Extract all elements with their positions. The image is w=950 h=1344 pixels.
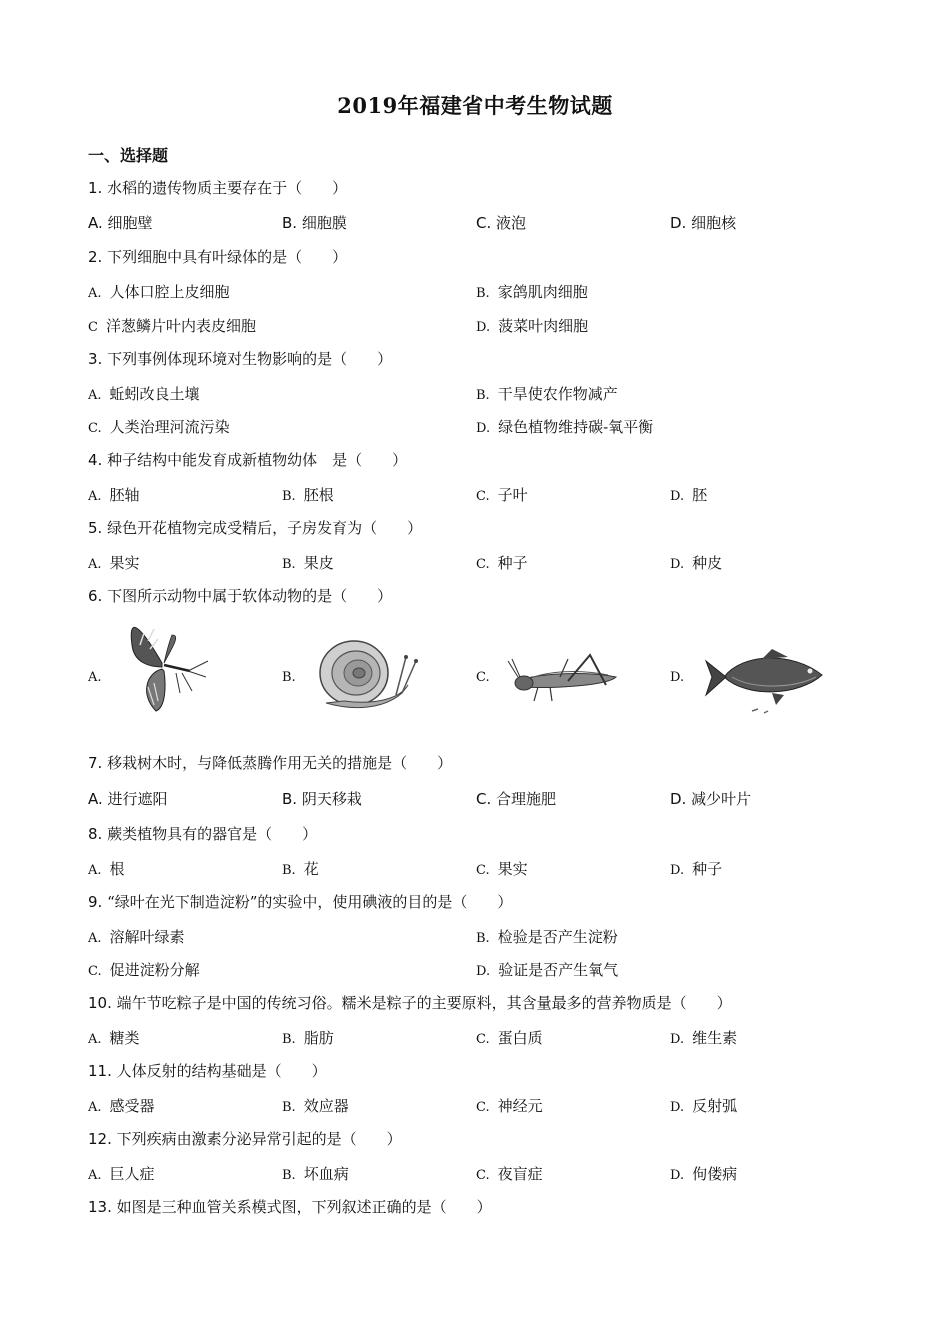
option-c[interactable]: C. 液泡 bbox=[476, 214, 527, 232]
option-a[interactable]: A. 溶解叶绿素 bbox=[88, 928, 185, 946]
question-13: 13. 如图是三种血管关系模式图，下列叙述正确的是（ ） bbox=[88, 1198, 492, 1216]
option-d[interactable]: D. 绿色植物维持碳-氧平衡 bbox=[476, 418, 654, 436]
option-b[interactable]: B. 脂肪 bbox=[282, 1029, 334, 1047]
option-c[interactable]: C. 神经元 bbox=[476, 1097, 543, 1115]
options-q6-images: A. B. C. D. bbox=[88, 615, 868, 725]
options-q9-row1 bbox=[88, 926, 868, 948]
options-q2-row1 bbox=[88, 281, 868, 303]
fish-image bbox=[692, 615, 832, 720]
option-c[interactable]: C. 促进淀粉分解 bbox=[88, 961, 200, 979]
option-c[interactable]: C. 种子 bbox=[476, 554, 528, 572]
options-q3-row2 bbox=[88, 416, 868, 438]
options-q11 bbox=[88, 1095, 868, 1117]
option-d[interactable]: D. 种子 bbox=[670, 860, 723, 878]
option-b[interactable]: B. 效应器 bbox=[282, 1097, 349, 1115]
options-q4 bbox=[88, 484, 868, 506]
option-b[interactable]: B. 果皮 bbox=[282, 554, 334, 572]
question-10: 10. 端午节吃粽子是中国的传统习俗。糯米是粽子的主要原料，其含量最多的营养物质是（ ） bbox=[88, 994, 732, 1012]
question-5: 5. 绿色开花植物完成受精后，子房发育为（ ） bbox=[88, 519, 423, 537]
question-12: 12. 下列疾病由激素分泌异常引起的是（ ） bbox=[88, 1130, 402, 1148]
option-c[interactable]: C. 人类治理河流污染 bbox=[88, 418, 230, 436]
option-d[interactable]: D. 菠菜叶肉细胞 bbox=[476, 317, 589, 335]
option-a[interactable]: A. 糖类 bbox=[88, 1029, 140, 1047]
page-title: 2019年福建省中考生物试题 bbox=[337, 93, 613, 118]
option-d[interactable]: D. 佝偻病 bbox=[670, 1165, 738, 1183]
option-d[interactable]: D. 减少叶片 bbox=[670, 790, 752, 808]
option-d[interactable]: D. 胚 bbox=[670, 486, 708, 504]
option-c[interactable]: C. 夜盲症 bbox=[476, 1165, 543, 1183]
butterfly-image bbox=[110, 615, 220, 720]
option-b[interactable]: B. 阴天移栽 bbox=[282, 790, 362, 808]
question-3: 3. 下列事例体现环境对生物影响的是（ ） bbox=[88, 350, 393, 368]
question-7: 7. 移栽树木时，与降低蒸腾作用无关的措施是（ ） bbox=[88, 754, 453, 772]
question-6: 6. 下图所示动物中属于软体动物的是（ ） bbox=[88, 587, 393, 605]
option-a[interactable]: A. 感受器 bbox=[88, 1097, 155, 1115]
question-9: 9. “绿叶在光下制造淀粉”的实验中，使用碘液的目的是（ ） bbox=[88, 893, 513, 911]
question-11: 11. 人体反射的结构基础是（ ） bbox=[88, 1062, 327, 1080]
options-q12 bbox=[88, 1163, 868, 1185]
section-heading: 一、选择题 bbox=[88, 146, 169, 165]
option-c[interactable]: C. 合理施肥 bbox=[476, 790, 557, 808]
option-b[interactable]: B. 家鸽肌肉细胞 bbox=[476, 283, 588, 301]
question-4: 4. 种子结构中能发育成新植物幼体 是（ ） bbox=[88, 451, 408, 469]
snail-image bbox=[304, 615, 424, 720]
question-2: 2. 下列细胞中具有叶绿体的是（ ） bbox=[88, 248, 348, 266]
option-b[interactable]: B. 花 bbox=[282, 860, 319, 878]
option-a[interactable]: A. 胚轴 bbox=[88, 486, 140, 504]
option-c[interactable]: C. 果实 bbox=[476, 860, 528, 878]
options-q8 bbox=[88, 858, 868, 880]
option-d[interactable]: D. 反射弧 bbox=[670, 1097, 738, 1115]
options-q10 bbox=[88, 1027, 868, 1049]
options-q5 bbox=[88, 552, 868, 574]
option-a[interactable]: A. 果实 bbox=[88, 554, 140, 572]
options-q3-row1 bbox=[88, 383, 868, 405]
question-8: 8. 蕨类植物具有的器官是（ ） bbox=[88, 825, 318, 843]
option-a[interactable]: A. 根 bbox=[88, 860, 125, 878]
option-b[interactable]: B. 坏血病 bbox=[282, 1165, 349, 1183]
option-a[interactable]: A. 人体口腔上皮细胞 bbox=[88, 283, 230, 301]
option-b[interactable]: B. 检验是否产生淀粉 bbox=[476, 928, 618, 946]
options-q2-row2 bbox=[88, 315, 868, 337]
question-1: 1. 水稻的遗传物质主要存在于（ ） bbox=[88, 179, 348, 197]
option-c[interactable]: C 洋葱鳞片叶内表皮细胞 bbox=[88, 317, 256, 335]
option-a[interactable]: A. 细胞壁 bbox=[88, 214, 153, 232]
options-q7 bbox=[88, 788, 868, 810]
option-b[interactable]: B. 细胞膜 bbox=[282, 214, 347, 232]
options-q1 bbox=[88, 212, 868, 234]
option-b[interactable]: B. 胚根 bbox=[282, 486, 334, 504]
option-d[interactable]: D. 维生素 bbox=[670, 1029, 738, 1047]
options-q9-row2 bbox=[88, 959, 868, 981]
option-a[interactable]: A. 巨人症 bbox=[88, 1165, 155, 1183]
option-d[interactable]: D. 验证是否产生氧气 bbox=[476, 961, 619, 979]
option-b[interactable]: B. 干旱使农作物减产 bbox=[476, 385, 618, 403]
option-c[interactable]: C. 蛋白质 bbox=[476, 1029, 543, 1047]
option-c[interactable]: C. 子叶 bbox=[476, 486, 528, 504]
option-d[interactable]: D. 细胞核 bbox=[670, 214, 737, 232]
grasshopper-image bbox=[498, 615, 628, 720]
option-a[interactable]: A. 蚯蚓改良土壤 bbox=[88, 385, 200, 403]
option-d[interactable]: D. 种皮 bbox=[670, 554, 723, 572]
option-a[interactable]: A. 进行遮阳 bbox=[88, 790, 168, 808]
